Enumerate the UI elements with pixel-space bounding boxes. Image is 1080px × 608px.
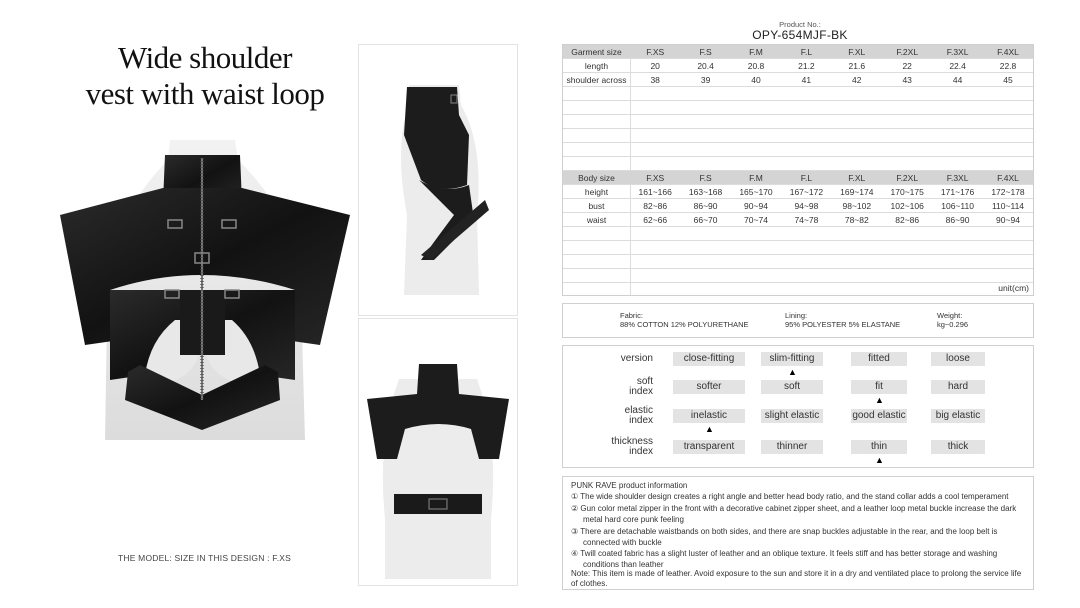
table-cell: 169~174	[840, 187, 874, 197]
index-label-line: thickness	[611, 436, 653, 447]
empty-row	[563, 129, 1033, 143]
index-option: thin	[851, 440, 907, 454]
table-cell: 44	[952, 75, 963, 85]
garment-table-header	[563, 45, 1033, 59]
index-label-line: index	[629, 415, 653, 426]
empty-row	[563, 115, 1033, 129]
table-cell: 110~114	[991, 201, 1025, 211]
table-cell: 163~168	[688, 187, 723, 197]
selected-marker-icon: ▲	[875, 395, 884, 405]
title-line-1: Wide shoulder	[118, 40, 292, 75]
side-photo-frame	[358, 44, 518, 316]
size-chart	[562, 44, 1034, 296]
table-cell: 171~176	[940, 187, 975, 197]
table-cell: 40	[751, 75, 761, 85]
table-cell: 74~78	[794, 215, 819, 225]
table-cell: F.M	[749, 47, 763, 57]
table-cell: F.XL	[848, 173, 866, 183]
info-line: connected with buckle	[583, 538, 662, 547]
index-label-line: version	[620, 353, 653, 364]
info-line: ③ There are detachable waistbands on both sides, and there are snap buckles adjustable in the rear, and the loop belt is	[571, 527, 998, 536]
back-product-photo	[359, 319, 517, 585]
row-label: length	[584, 61, 609, 71]
selected-marker-icon: ▲	[705, 424, 714, 434]
table-cell: 20.4	[697, 61, 714, 71]
fit-index-panel	[562, 345, 1034, 468]
empty-row	[563, 87, 1033, 101]
selected-marker-icon: ▲	[788, 367, 797, 377]
index-option: close-fitting	[673, 352, 745, 366]
table-cell: F.S	[699, 47, 712, 57]
index-option: good elastic	[852, 410, 906, 421]
table-cell: F.XS	[646, 173, 665, 183]
empty-row	[563, 269, 1033, 283]
row-label: waist	[586, 215, 607, 225]
index-option: big elastic	[931, 409, 985, 423]
index-label	[583, 354, 653, 364]
selected-marker-icon: ▲	[875, 455, 884, 465]
table-cell: F.M	[749, 173, 763, 183]
row-label: Garment size	[571, 47, 622, 57]
body-table-row	[563, 213, 1033, 227]
index-label	[583, 406, 653, 426]
info-line: Note: This item is made of leather. Avoid exposure to the sun and store it in a dry and ventilated place to prolong the service life	[571, 569, 1022, 578]
table-cell: 22.8	[999, 61, 1017, 71]
table-cell: 167~172	[789, 187, 824, 197]
table-cell: 70~74	[744, 215, 768, 225]
info-line: ④ Twill coated fabric has a slight luster of leather and an oblique texture. It feels stiff and has better storage and washing	[571, 549, 998, 558]
table-cell: F.2XL	[896, 47, 919, 57]
table-cell: 78~82	[844, 215, 869, 225]
product-title	[60, 40, 350, 112]
index-option: fitted	[851, 352, 907, 366]
table-cell: 106~110	[941, 201, 974, 211]
front-product-photo	[50, 140, 355, 450]
empty-row	[563, 227, 1033, 241]
table-cell: F.L	[800, 173, 813, 183]
table-cell: 170~175	[890, 187, 924, 197]
table-cell: 21.6	[848, 61, 866, 71]
body-table-row	[563, 185, 1033, 199]
index-option: loose	[931, 352, 985, 366]
table-cell: 22.4	[949, 61, 966, 71]
index-option: slim-fitting	[761, 352, 823, 366]
table-cell: F.XL	[848, 47, 866, 57]
table-cell: F.XS	[646, 47, 665, 57]
info-line: conditions than leather	[583, 560, 664, 569]
table-cell: 45	[1003, 75, 1013, 85]
table-cell: F.3XL	[946, 173, 969, 183]
table-cell: 165~170	[739, 187, 773, 197]
product-number-label: Product No.:	[779, 20, 821, 29]
back-photo-frame	[358, 318, 518, 586]
table-cell: 94~98	[794, 201, 819, 211]
table-cell: 43	[902, 75, 912, 85]
table-cell: 161~166	[638, 187, 672, 197]
empty-row	[563, 157, 1033, 171]
fabric-value: 88% COTTON 12% POLYURETHANE	[620, 320, 749, 329]
weight-value: kg~0.296	[937, 320, 969, 329]
product-information	[562, 476, 1034, 590]
empty-row	[563, 143, 1033, 157]
table-cell: 82~86	[643, 201, 668, 211]
lining-value: 95% POLYESTER 5% ELASTANE	[785, 320, 901, 329]
side-product-photo	[359, 45, 517, 315]
unit-label: unit(cm)	[998, 283, 1029, 293]
weight-label: Weight:	[937, 311, 963, 320]
info-line: metal hard core punk feeling	[583, 515, 684, 524]
table-cell: 20.8	[747, 61, 765, 71]
table-cell: 86~90	[945, 215, 970, 225]
garment-table-row	[563, 59, 1033, 73]
table-cell: 102~106	[890, 201, 924, 211]
table-cell: 41	[801, 75, 812, 85]
index-option: thick	[931, 440, 985, 454]
table-cell: 66~70	[693, 215, 718, 225]
info-line: of clothes.	[571, 579, 608, 588]
table-cell: F.4XL	[997, 47, 1019, 57]
table-cell: 38	[650, 75, 660, 85]
table-cell: F.L	[800, 47, 813, 57]
garment-table-row	[563, 73, 1033, 87]
lining-label: Lining:	[785, 311, 808, 320]
index-option: thinner	[761, 440, 823, 454]
table-cell: 39	[700, 75, 711, 85]
index-option: transparent	[673, 440, 745, 454]
table-cell: 90~94	[744, 201, 768, 211]
table-cell: F.3XL	[946, 47, 969, 57]
table-cell: 20	[650, 61, 660, 71]
table-cell: F.2XL	[896, 173, 919, 183]
info-heading: PUNK RAVE product information	[571, 481, 688, 490]
table-cell: F.S	[699, 173, 712, 183]
fabric-block	[620, 311, 749, 329]
row-label: height	[584, 187, 609, 197]
index-label-line: elastic	[624, 405, 653, 416]
product-number: OPY-654MJF-BK	[752, 28, 848, 42]
row-label: Body size	[578, 173, 615, 183]
title-line-2: vest with waist loop	[85, 76, 325, 111]
table-cell: 90~94	[996, 215, 1020, 225]
table-cell: 86~90	[693, 201, 718, 211]
table-cell: 172~178	[991, 187, 1025, 197]
table-cell: 62~66	[643, 215, 668, 225]
model-size-note: THE MODEL: SIZE IN THIS DESIGN : F.XS	[118, 553, 292, 563]
index-label-line: index	[629, 446, 653, 457]
index-label-line: soft	[636, 376, 653, 387]
weight-block	[937, 311, 968, 329]
info-line: ② Gun color metal zipper in the front with a decorative cabinet zipper sheet, and a leather loop metal buckle increase the dark	[571, 504, 1017, 513]
fabric-label: Fabric:	[620, 311, 643, 320]
index-option: fit	[851, 380, 907, 394]
empty-row	[563, 241, 1033, 255]
table-cell: 98~102	[842, 201, 872, 211]
index-option: hard	[931, 380, 985, 394]
index-option: inelastic	[673, 409, 745, 423]
body-table-row	[563, 199, 1033, 213]
index-label-line: index	[629, 386, 653, 397]
empty-row	[563, 101, 1033, 115]
table-cell: 21.2	[798, 61, 815, 71]
index-option: softer	[673, 380, 745, 394]
row-label: bust	[588, 201, 605, 211]
table-cell: F.4XL	[997, 173, 1019, 183]
info-line: ① The wide shoulder design creates a right angle and better head body ratio, and the stand collar adds a cool temperament	[571, 492, 1009, 501]
body-table-header	[563, 171, 1033, 185]
index-label	[583, 377, 653, 397]
row-label: shoulder across	[566, 75, 627, 85]
table-cell: 22	[902, 61, 912, 71]
index-option: soft	[761, 380, 823, 394]
index-option: slight elastic	[761, 409, 823, 423]
empty-row	[563, 255, 1033, 269]
index-label	[583, 437, 653, 457]
fabric-info	[562, 303, 1034, 338]
table-cell: 82~86	[895, 215, 920, 225]
lining-block	[785, 311, 900, 329]
table-cell: 42	[852, 75, 862, 85]
